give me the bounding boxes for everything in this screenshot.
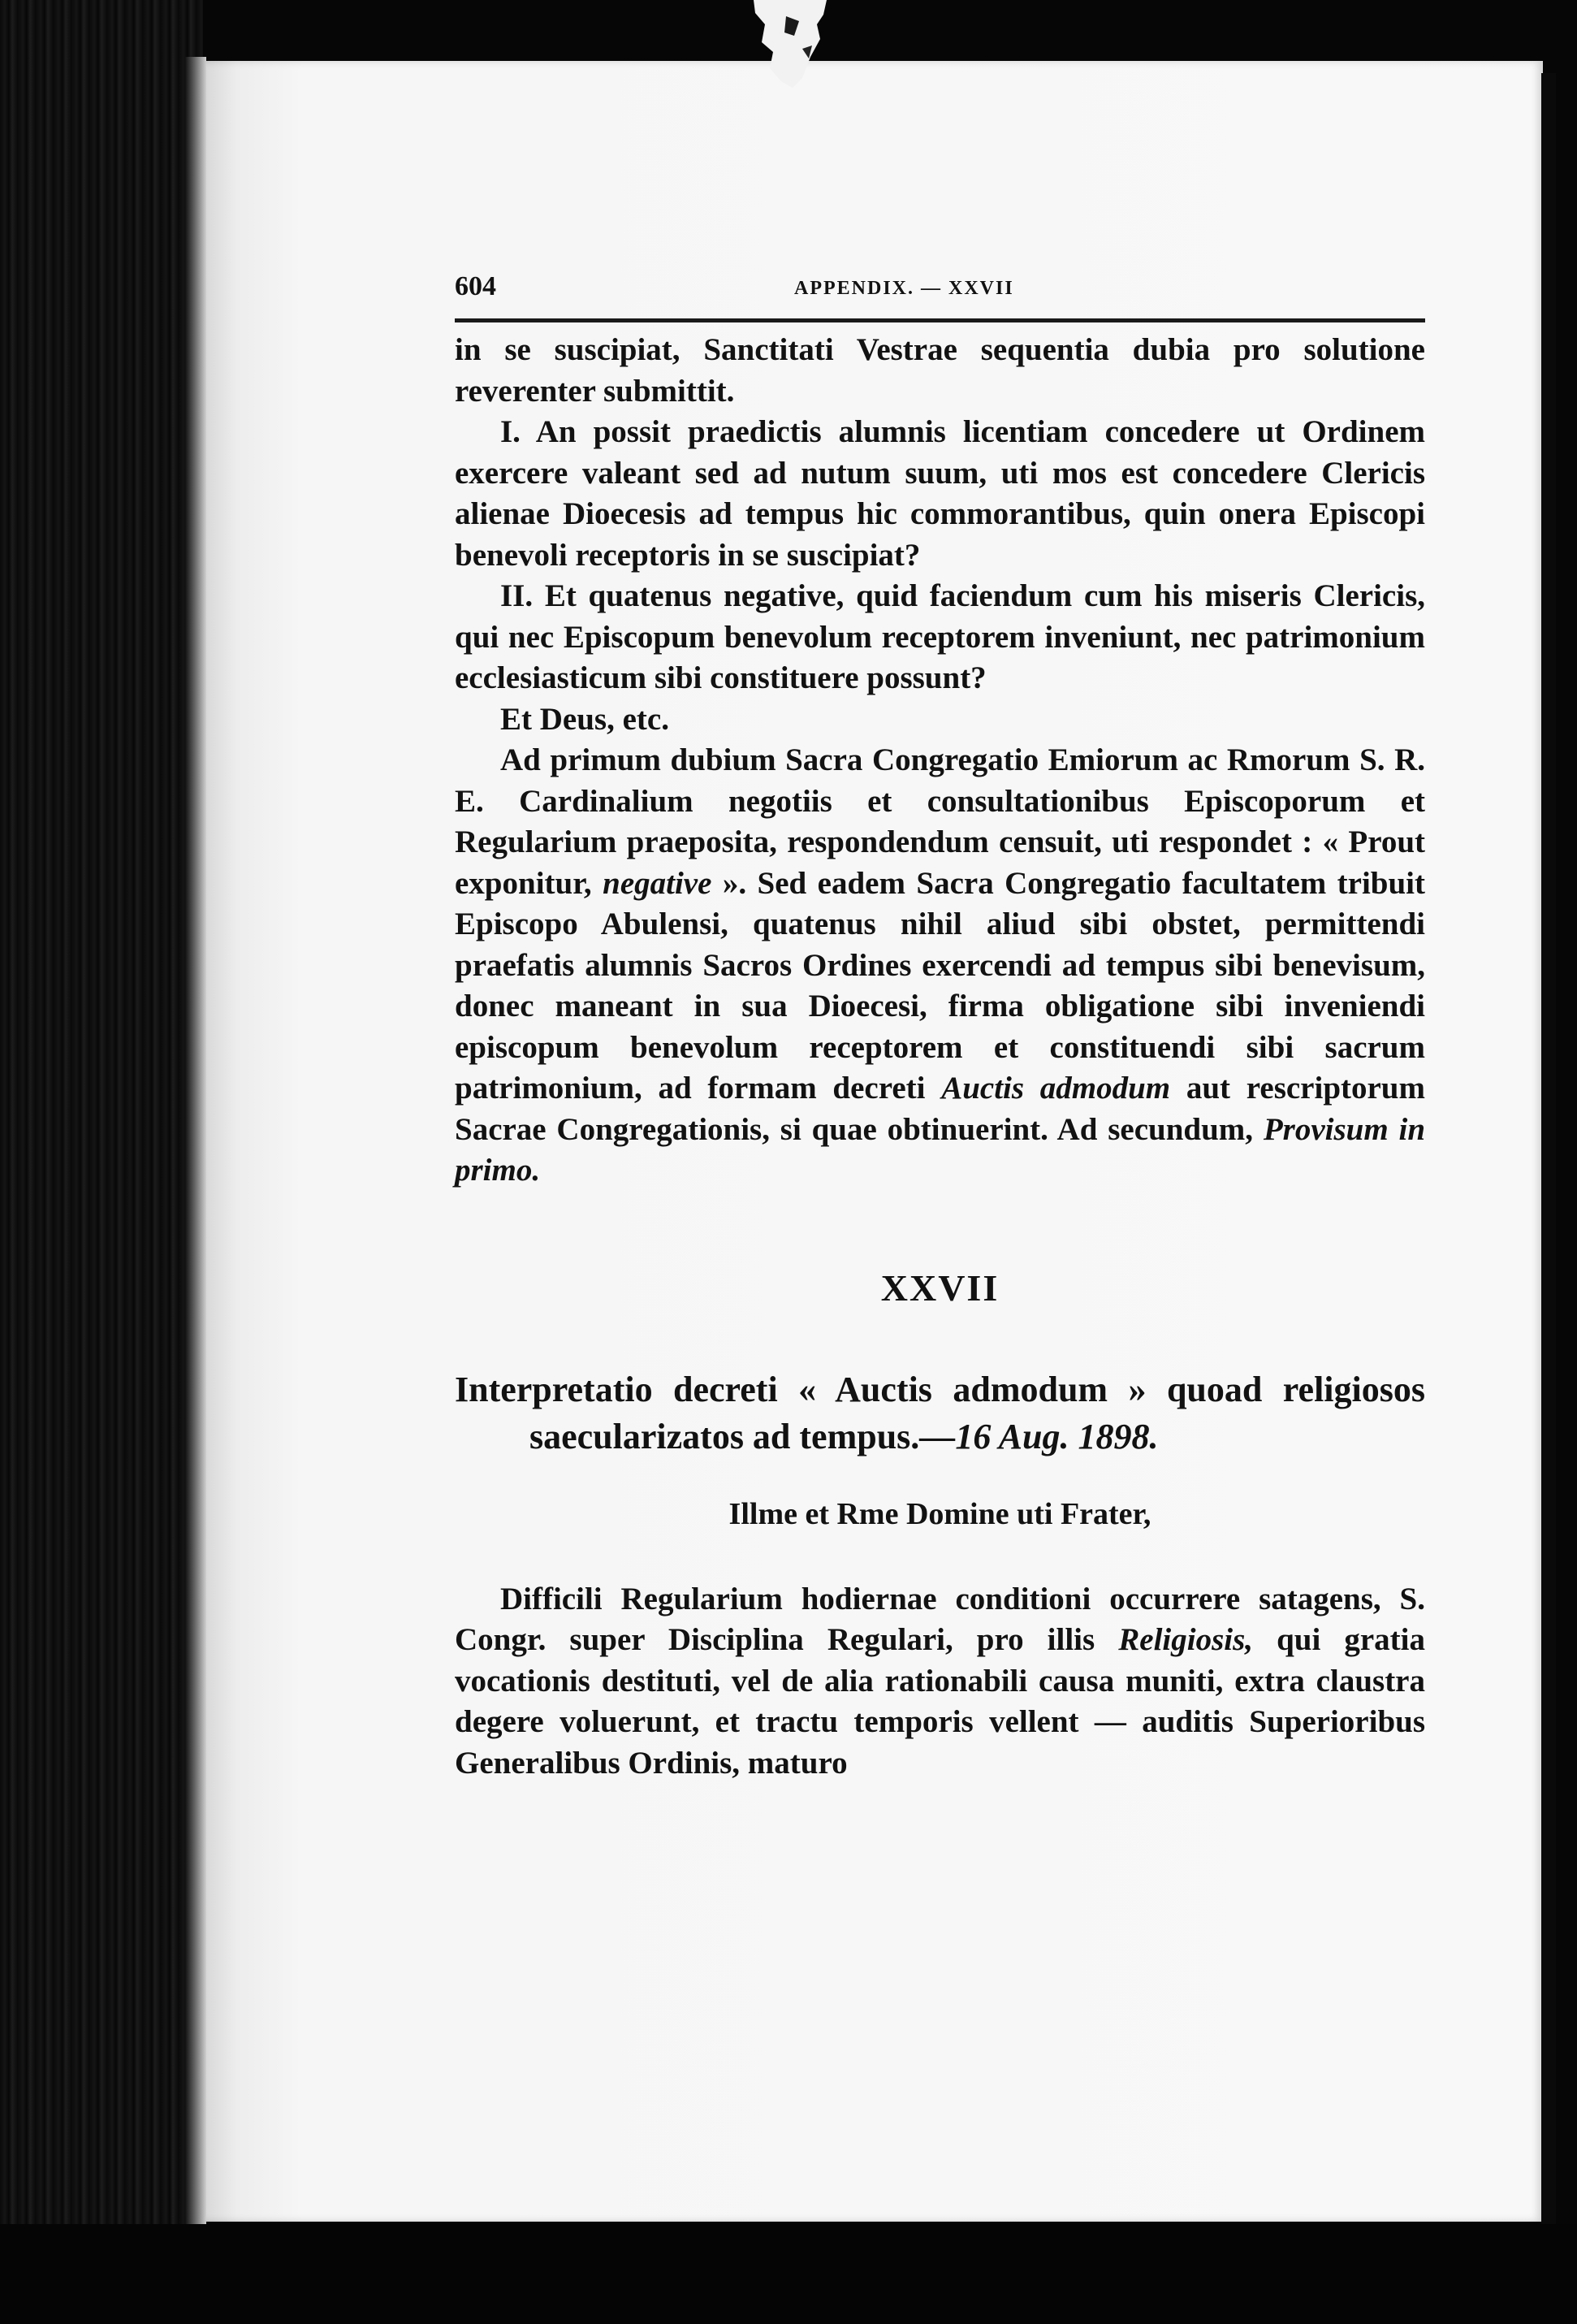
paragraph-continuation: in se suscipiat, Sanctitati Vestrae sequentia dubia pro solutione reverenter submittit. [455, 332, 1425, 409]
question-two: II. Et quatenus negative, quid faciendum cum his miseris Clericis, qui nec Episcopum benevolum receptorem inveniunt, nec patrimonium ecclesiasticum sibi constituere possunt? [455, 578, 1425, 695]
page-header [455, 268, 1425, 317]
response-negative: negative [603, 865, 712, 901]
question-one: I. An possit praedictis alumnis licentiam concedere ut Ordinem exercere valeant sed ad nutum suum, uti mos est concedere Clericis alienae Dioecesis ad tempus hic commorantibus, quin onera Episcopi benevoli receptoris in se suscipiat? [455, 414, 1425, 573]
letter-body-text-1: Difficili Regularium hodiernae conditioni occurrere satagens, S. Congr. super Disciplina Regulari, pro illis [455, 1581, 1425, 1657]
running-head: APPENDIX. — XXVII [794, 278, 1014, 299]
section-title-date: —16 Aug. 1898. [919, 1416, 1159, 1456]
top-scan-blotch [745, 0, 843, 89]
section-number: XXVII [880, 1266, 1000, 1309]
page-right-edge [1541, 73, 1556, 2226]
section-title-main: Interpretatio decreti « Auctis admodum » quoad religiosos saecularizatos ad tempus. [455, 1369, 1425, 1456]
page-left-edge [185, 57, 206, 2234]
response-text-3: aut rescriptorum Sacrae Congregationis, si quae obtinuerint. Ad secundum, [455, 1071, 1425, 1147]
response-text-1: Ad primum dubium Sacra Congregatio Emiorum ac Rmorum S. R. E. Cardinalium negotiis et consultationibus Episcoporum et Regularium praeposita, respondendum censuit, uti respondet : « Prout exponitur, [455, 742, 1425, 901]
letter-body-religiosis: Religiosis, [1118, 1622, 1254, 1657]
text-block [455, 268, 1425, 1784]
response-paragraph [455, 740, 1425, 1192]
closing-formula: Et Deus, etc. [500, 701, 669, 737]
header-rule [455, 318, 1425, 322]
letter-body-text-2: qui gratia vocationis destituti, vel de alia rationabili causa muniti, extra claustra degere voluerunt, et tractu temporis vellent — auditis Superioribus Generalibus Ordinis, maturo [455, 1622, 1425, 1781]
book-binding-shadow [0, 0, 203, 2324]
bottom-dark-band [0, 2224, 1577, 2324]
response-decree-name: Auctis admodum [941, 1071, 1171, 1106]
section-title [455, 1366, 1425, 1461]
page-number: 604 [455, 271, 496, 301]
letter-body [455, 1579, 1425, 1785]
response-provisum: Provisum in primo. [455, 1111, 1426, 1188]
salutation: Illme et Rme Domine uti Frater, [728, 1496, 1151, 1531]
response-text-2: ». Sed eadem Sacra Congregatio facultatem tribuit Episcopo Abulensi, quatenus nihil aliud sibi obstet, permittendi praefatis alumnis Sacros Ordines exercendi ad tempus sibi benevisum, donec maneant in sua Dioecesi, firma obligatione sibi inveniendi episcopum benevolum receptorem et constituendi sibi sacrum patrimonium, ad formam decreti [455, 865, 1425, 1106]
